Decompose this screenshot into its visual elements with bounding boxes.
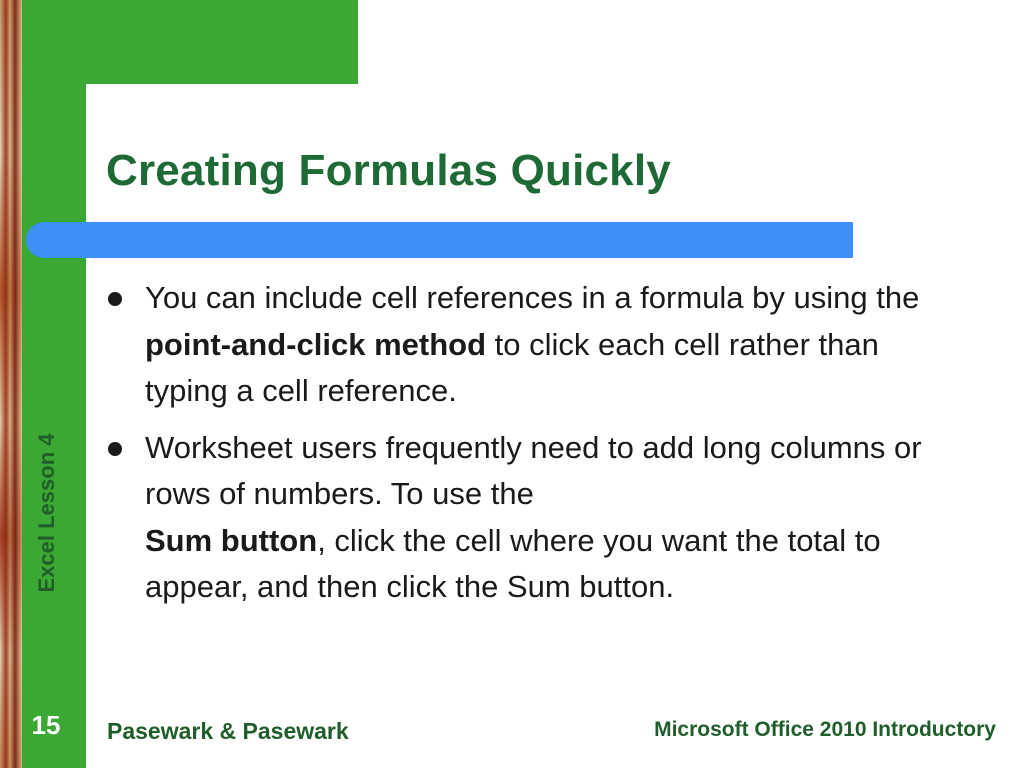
bullet-bold-term: Sum button (145, 522, 318, 558)
bullet-list (105, 275, 955, 611)
bullet-icon (108, 292, 122, 306)
bullet-text: to click each cell rather than typing a cell reference. (145, 326, 879, 408)
bullet-text: You can include cell references in a formula by using the (145, 280, 920, 315)
slide-number: 15 (31, 710, 61, 740)
bullet-bold-term: point-and-click method (145, 326, 486, 362)
green-top-band (22, 0, 358, 84)
decorative-photo-strip (0, 0, 22, 768)
bullet-text: Worksheet users frequently need to add long columns or rows of numbers. To use the (145, 429, 922, 511)
slide-title: Creating Formulas Quickly (106, 146, 671, 195)
footer-course: Microsoft Office 2010 Introductory (654, 718, 996, 741)
bullet-item (105, 425, 955, 611)
green-sidebar (22, 0, 86, 768)
lesson-label (22, 405, 72, 620)
footer-author: Pasewark & Pasewark (107, 718, 349, 744)
bullet-item (105, 275, 955, 415)
lesson-label-text: Excel Lesson 4 (34, 433, 59, 592)
bullet-text: , click the cell where you want the total to appear, and then click the Sum button. (145, 522, 881, 604)
title-underline-bar (26, 222, 853, 258)
bullet-icon (108, 442, 122, 456)
